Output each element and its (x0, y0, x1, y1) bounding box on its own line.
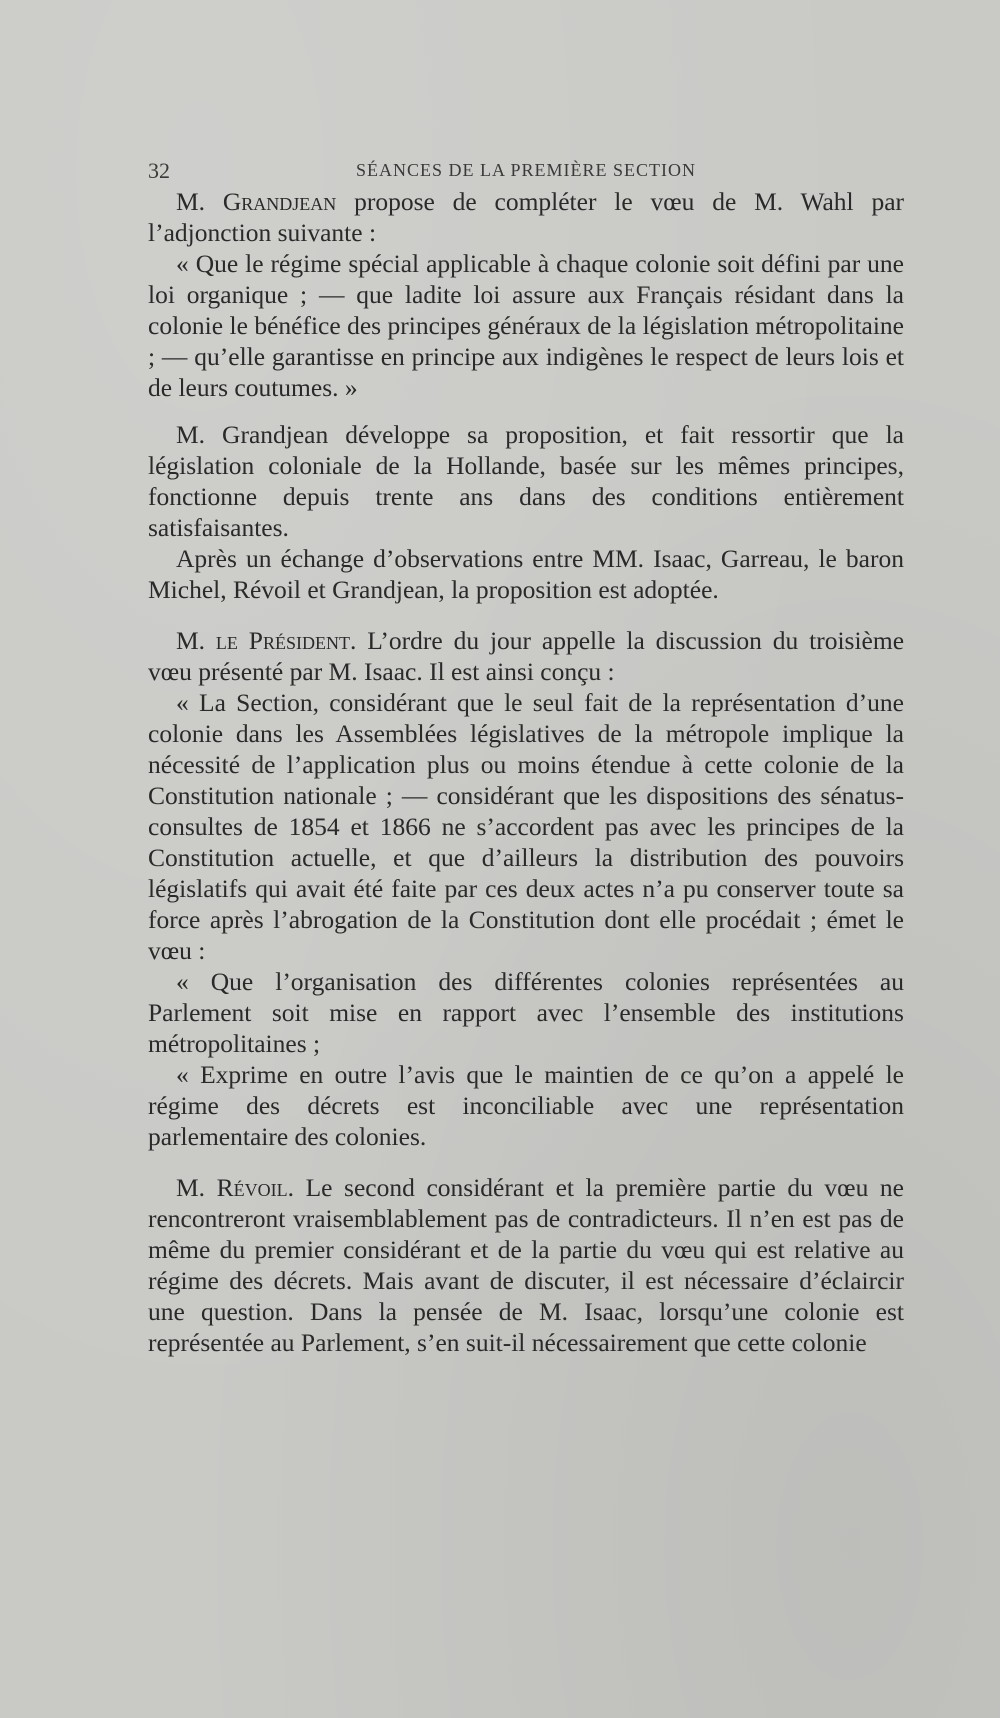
paragraph-text: propose de compléter le vœu de M. Wahl par l’adjonction suivante : (148, 187, 905, 247)
paragraph-president (148, 625, 904, 687)
page-number: 32 (148, 158, 170, 183)
paragraph-text: M. Grandjean développe sa proposition, et fait ressortir que la législation coloniale de la Hollande, basée sur les mêmes principes, fonctionne depuis trente ans dans des conditions entièrement satisfaisantes. (148, 420, 904, 542)
paragraph-text: Le second considérant et la première partie du vœu ne rencontreront vraisemblablement pas de contradicteurs. Il n’en est pas de même du premier considérant et de la partie du vœu qui est relative au régime des décrets. Mais avant de discuter, il est nécessaire d’éclaircir une question. Dans la pensée de M. Isaac, lorsqu’une colonie est représentée au Parlement, s’en suit-il nécessairement que cette colonie (148, 1173, 904, 1357)
speaker-name: M. Grandjean (176, 187, 337, 216)
paragraph-text: « Que l’organisation des différentes colonies représentées au Parlement soit mise en rapport avec l’ensemble des institutions métropolitaines ; (148, 967, 904, 1058)
book-page (148, 150, 904, 1358)
paragraph-section-considering (148, 687, 904, 966)
running-header (148, 150, 904, 186)
speaker-name: M. le Président. (176, 626, 357, 655)
running-title: SÉANCES DE LA PREMIÈRE SECTION (355, 160, 697, 180)
paragraph-text: Après un échange d’observations entre MM. Isaac, Garreau, le baron Michel, Révoil et Grandjean, la proposition est adoptée. (148, 544, 904, 604)
paragraph-text: L’ordre du jour appelle la discussion du troisième vœu présenté par M. Isaac. Il est ainsi conçu : (148, 626, 905, 686)
speaker-name: M. Révoil. (176, 1173, 294, 1202)
paragraph-text: « La Section, considérant que le seul fait de la représentation d’une colonie dans les Assemblées législatives de la métropole implique la nécessité de l’application plus ou moins étendue à cette colonie de la Constitution nationale ; — considérant que les dispositions des sénatus-consultes de 1854 et 1866 ne s’accordent pas avec les principes de la Constitution actuelle, et que d’ailleurs la distribution des pouvoirs législatifs qui avait été faite par ces deux actes n’a pu conserver toute sa force après l’abrogation de la Constitution dont elle procédait ; émet le vœu : (148, 688, 904, 965)
paragraph-quoted-wish (148, 248, 904, 403)
paragraph-text: « Exprime en outre l’avis que le maintien de ce qu’on a appelé le régime des décrets est inconciliable avec une représentation parlementaire des colonies. (148, 1060, 904, 1151)
paragraph-grandjean-develops (148, 419, 904, 543)
paragraph-text: « Que le régime spécial applicable à chaque colonie soit défini par une loi organique ; — que ladite loi assure aux Français résidant dans la colonie le bénéfice des principes généraux de la législation métropolitaine ; — qu’elle garantisse en principe aux indigènes le respect de leurs lois et de leurs coutumes. » (148, 249, 904, 402)
paragraph-organisation-wish (148, 966, 904, 1059)
paragraph-decrees-opinion (148, 1059, 904, 1152)
paragraph-revoil (148, 1172, 904, 1358)
paragraph-grandjean-proposal (148, 186, 904, 248)
paragraph-adoption (148, 543, 904, 605)
